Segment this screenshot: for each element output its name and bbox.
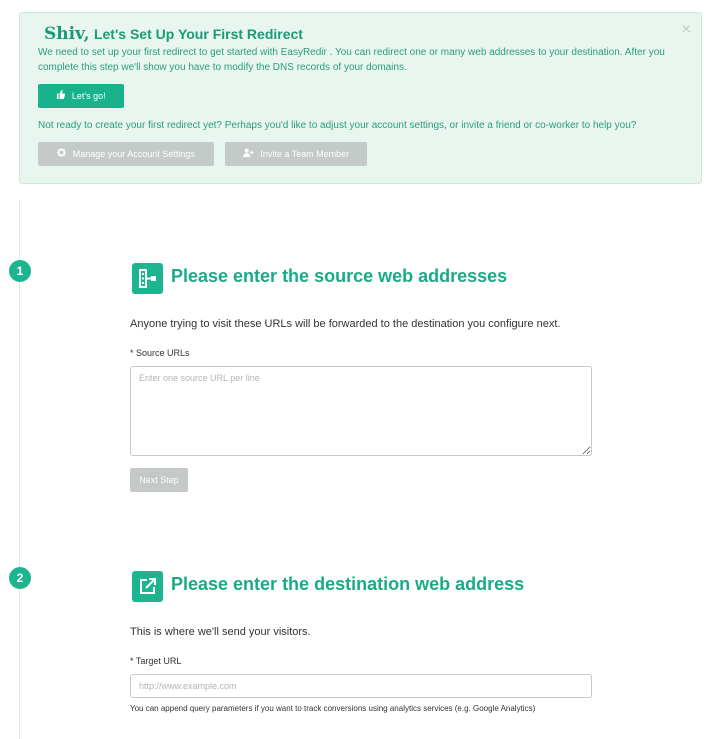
destination-section-description: This is where we'll send your visitors. bbox=[130, 626, 311, 638]
next-step-button[interactable]: Next Step bbox=[130, 468, 188, 492]
thumbs-up-icon bbox=[56, 91, 68, 101]
target-url-input[interactable] bbox=[130, 674, 592, 698]
invite-team-member-label: Invite a Team Member bbox=[260, 149, 350, 159]
source-section-description: Anyone trying to visit these URLs will be forwarded to the destination you configure next. bbox=[130, 318, 561, 330]
lets-go-button[interactable] bbox=[38, 84, 124, 108]
destination-section-title: Please enter the destination web address bbox=[171, 574, 525, 594]
source-section-title: Please enter the source web addresses bbox=[171, 266, 508, 286]
source-urls-label: * Source URLs bbox=[130, 348, 190, 358]
banner-title-text: Let's Set Up Your First Redirect bbox=[93, 26, 303, 42]
close-icon[interactable]: × bbox=[681, 21, 691, 38]
step-1-badge: 1 bbox=[9, 260, 31, 282]
external-link-icon bbox=[132, 571, 163, 602]
source-urls-input[interactable] bbox=[130, 366, 592, 456]
banner-title bbox=[44, 24, 303, 44]
gear-icon bbox=[57, 149, 69, 159]
banner-description: We need to set up your first redirect to get started with EasyRedir . You can redirect one or many web addresses to your destination. After you complete this step we'll show you have to modify the DNS records of your domains. bbox=[38, 47, 665, 73]
lets-go-label: Let's go! bbox=[71, 91, 106, 101]
target-url-label: * Target URL bbox=[130, 656, 182, 666]
banner-secondary-text: Not ready to create your first redirect yet? Perhaps you'd like to adjust your account settings, or invite a friend or co-worker to help you? bbox=[38, 120, 637, 131]
add-user-icon bbox=[243, 149, 257, 159]
target-url-help-text: You can append query parameters if you want to track conversions using analytics services (e.g. Google Analytics) bbox=[130, 704, 536, 713]
manage-account-settings-label: Manage your Account Settings bbox=[72, 149, 195, 159]
banner-title-name: Shiv, bbox=[44, 24, 90, 44]
sitemap-icon bbox=[132, 263, 163, 294]
manage-account-settings-button[interactable] bbox=[38, 142, 214, 166]
step-2-badge: 2 bbox=[9, 567, 31, 589]
welcome-banner bbox=[19, 12, 702, 184]
invite-team-member-button[interactable] bbox=[225, 142, 367, 166]
